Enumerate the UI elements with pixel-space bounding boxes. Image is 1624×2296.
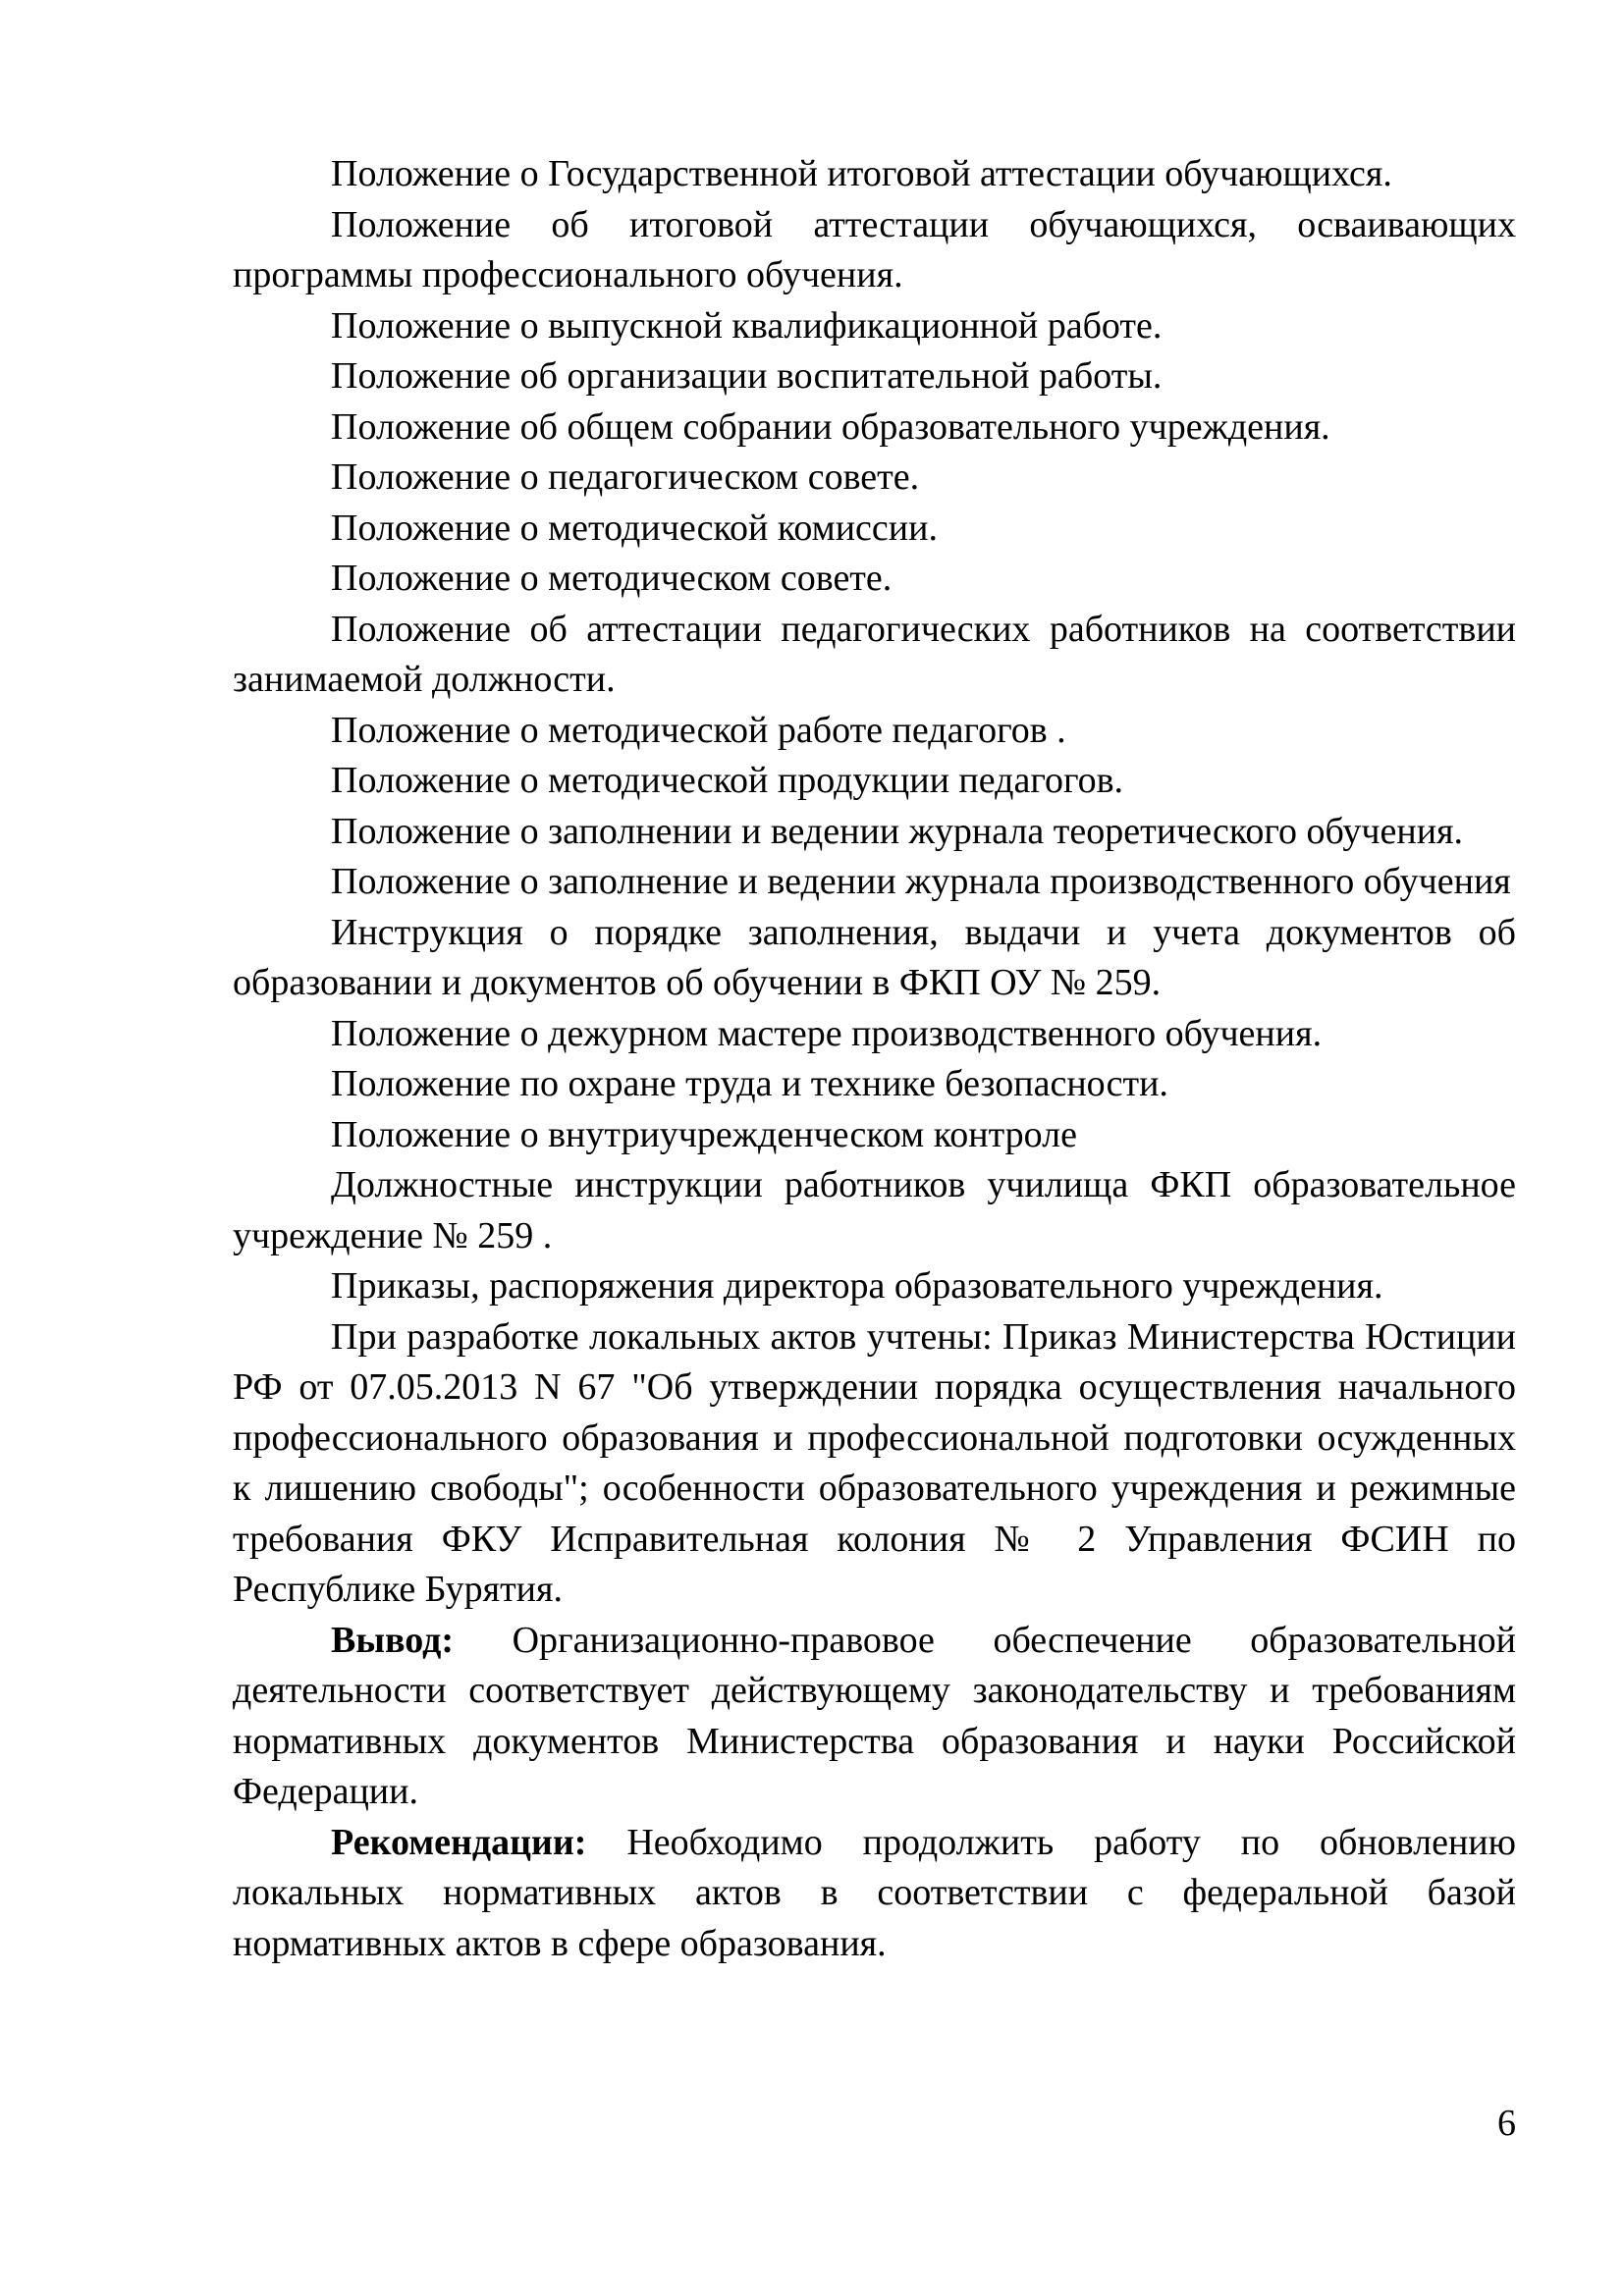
conclusion-paragraph — [233, 1616, 1516, 1818]
paragraph: Положение о заполнение и ведении журнала производственного обучения — [331, 861, 1511, 902]
recommendations-label: Рекомендации: — [331, 1821, 587, 1863]
recommendations-text: Необходимо продолжить работу по обновлению локальных нормативных актов в соответствии с федеральной базой нормативных актов в сфере образования. — [233, 1821, 1516, 1964]
paragraph: Положение о методическом совете. — [331, 558, 893, 599]
paragraph: Положение по охране труда и технике безопасности. — [331, 1063, 1168, 1104]
paragraph: Положение о Государственной итоговой аттестации обучающихся. — [331, 153, 1392, 194]
paragraph: Положение о внутриучрежденческом контроле — [331, 1113, 1077, 1155]
paragraph: Положение об общем собрании образовательного учреждения. — [331, 405, 1330, 448]
paragraph: Положение о заполнении и ведении журнала теоретического обучения. — [331, 810, 1464, 852]
paragraph: Должностные инструкции работников училища ФКП образовательное учреждение № 259 . — [233, 1164, 1516, 1256]
paragraph: Инструкция о порядке заполнения, выдачи и учета документов об образовании и документов об обучении в ФКП ОУ № 259. — [233, 911, 1516, 1003]
conclusion-label: Вывод: — [331, 1619, 455, 1661]
paragraph: При разработке локальных актов учтены: Приказ Министерства Юстиции РФ от 07.05.2013 N 67 "Об утверждении порядка осуществления начального профессионального образования и профессиональной подготовки осужденных к лишению свободы"; особенности образовательного учреждения и режимные требования ФКУ Исправительная колония № 2 Управления ФСИН по Республике Бурятия. — [233, 1315, 1516, 1610]
paragraph: Приказы, распоряжения директора образовательного учреждения. — [331, 1265, 1383, 1307]
conclusion-text: Организационно-правовое обеспечение образовательной деятельности соответствует действующему законодательству и требованиям нормативных документов Министерства образования и науки Российской Федерации. — [233, 1619, 1516, 1812]
paragraph: Положение о педагогическом совете. — [331, 456, 920, 498]
document-body — [233, 149, 1516, 1969]
paragraph: Положение о выпускной квалификационной работе. — [331, 304, 1163, 347]
recommendations-paragraph — [233, 1818, 1516, 1970]
paragraph: Положение о методической продукции педагогов. — [331, 760, 1124, 801]
paragraph: Положение о методической работе педагогов . — [331, 709, 1066, 751]
paragraph: Положение об итоговой аттестации обучающихся, осваивающих программы профессионального обучения. — [233, 203, 1516, 295]
paragraph: Положение об организации воспитательной работы. — [331, 355, 1163, 397]
paragraph: Положение о методической комиссии. — [331, 507, 938, 549]
paragraph: Положение об аттестации педагогических работников на соответствии занимаемой должности. — [233, 608, 1516, 700]
paragraph: Положение о дежурном мастере производственного обучения. — [331, 1012, 1323, 1054]
page-number: 6 — [1497, 2103, 1516, 2144]
